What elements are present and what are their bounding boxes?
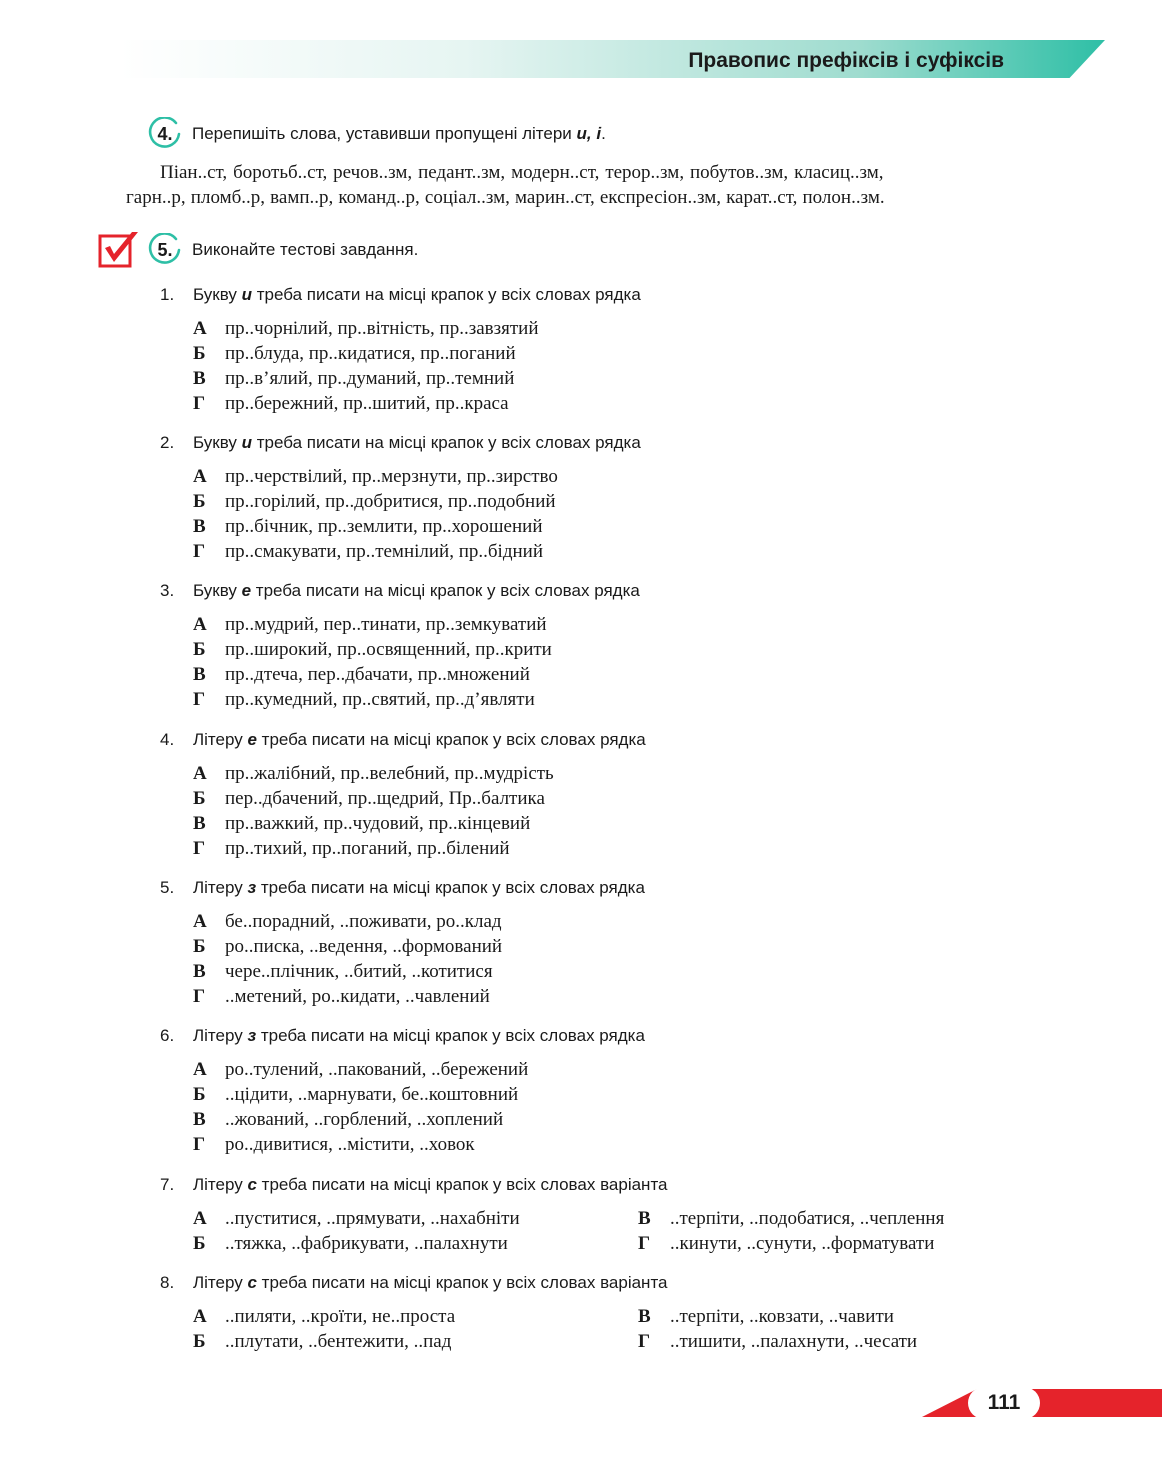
answer-option xyxy=(193,1082,1060,1107)
question-5 xyxy=(160,878,1060,1009)
question-text: Літеру xyxy=(193,1175,248,1194)
option-text: пр..дтеча, пер..дбачати, пр..множений xyxy=(225,664,530,685)
answer-option xyxy=(193,489,1060,514)
answer-option xyxy=(193,464,1060,489)
option-letter: А xyxy=(193,614,207,635)
answer-option xyxy=(193,637,1060,662)
question-letter: с xyxy=(247,1175,257,1194)
option-text: ..жований, ..горблений, ..хоплений xyxy=(225,1109,504,1130)
page-number: 111 xyxy=(987,1391,1021,1414)
question-text: Букву xyxy=(193,285,242,304)
option-letter: В xyxy=(193,664,206,685)
option-text: ..пиляти, ..кроїти, не..проста xyxy=(225,1306,456,1327)
task-4-line-2: гарн..р, пломб..р, вамп..р, команд..р, соціал..зм, марин..ст, експресіон..зм, карат..ст, полон..зм. xyxy=(126,187,885,208)
answer-options xyxy=(193,761,1060,861)
option-letter: Г xyxy=(193,1134,206,1155)
option-letter: Б xyxy=(193,491,206,512)
option-text: ..тишити, ..палахнути, ..чесати xyxy=(670,1331,918,1352)
option-text: ро..тулений, ..пакований, ..бережений xyxy=(225,1059,529,1080)
option-letter: В xyxy=(638,1306,651,1327)
answer-option xyxy=(193,786,1060,811)
answer-option xyxy=(193,909,1060,934)
option-text: пр..мудрий, пер..тинати, пр..земкуватий xyxy=(225,614,547,635)
option-text: пр..горілий, пр..добритися, пр..подобний xyxy=(225,491,556,512)
answer-option xyxy=(193,1057,1060,1082)
option-letter: В xyxy=(193,1109,206,1130)
page-number-bar xyxy=(1025,1389,1162,1417)
question-text-end: треба писати на місці крапок у всіх словах рядка xyxy=(251,581,640,600)
answer-option xyxy=(193,341,1060,366)
option-text: ..пуститися, ..прямувати, ..нахабніти xyxy=(225,1208,520,1229)
option-letter: Г xyxy=(193,838,206,859)
question-text: Літеру xyxy=(193,878,248,897)
option-letter: Б xyxy=(193,1331,206,1352)
question-4 xyxy=(160,730,1060,861)
option-text: пр..жалібний, пр..велебний, пр..мудрість xyxy=(225,763,554,784)
question-text-end: треба писати на місці крапок у всіх словах рядка xyxy=(252,285,641,304)
option-text: пр..чорнілий, пр..вітність, пр..завзятий xyxy=(225,318,539,339)
checkmark-icon xyxy=(98,230,140,270)
option-letter: В xyxy=(638,1208,651,1229)
option-text: ..плутати, ..бентежити, ..пад xyxy=(225,1331,452,1352)
answer-option xyxy=(193,959,1060,984)
option-letter: А xyxy=(193,1306,207,1327)
question-letter: с xyxy=(247,1273,257,1292)
answer-options xyxy=(193,612,1060,712)
option-letter: Б xyxy=(193,343,206,364)
question-number: 1. xyxy=(160,285,175,304)
option-letter: В xyxy=(193,961,206,982)
option-text: пр..в’ялий, пр..думаний, пр..темний xyxy=(225,368,515,389)
option-text: пр..блуда, пр..кидатися, пр..поганий xyxy=(225,343,516,364)
question-number: 8. xyxy=(160,1273,175,1292)
question-text-end: треба писати на місці крапок у всіх словах рядка xyxy=(256,730,646,749)
question-title xyxy=(160,581,1060,601)
task-5-number-badge xyxy=(148,233,182,267)
task-5-instruction: Виконайте тестові завдання. xyxy=(192,240,419,259)
answer-option xyxy=(638,1231,1038,1256)
option-letter: А xyxy=(193,1208,207,1229)
answer-option xyxy=(193,514,1060,539)
option-letter: Г xyxy=(193,689,206,710)
question-letter: е xyxy=(241,581,252,600)
option-text: бе..порадний, ..поживати, ро..клад xyxy=(225,911,502,932)
answer-option xyxy=(193,934,1060,959)
question-1 xyxy=(160,285,1060,416)
question-number: 7. xyxy=(160,1175,175,1194)
question-7 xyxy=(160,1175,1060,1256)
question-title xyxy=(160,1175,1060,1195)
question-title xyxy=(160,878,1060,898)
task-4-number: 4. xyxy=(157,124,173,144)
answer-option xyxy=(193,1231,638,1256)
answer-option xyxy=(638,1304,1038,1329)
question-text: Букву xyxy=(193,433,242,452)
option-letter: Г xyxy=(193,986,206,1007)
answer-option xyxy=(638,1329,1038,1354)
answer-option xyxy=(193,811,1060,836)
question-number: 2. xyxy=(160,433,175,452)
option-letter: Б xyxy=(193,639,206,660)
answer-option xyxy=(193,662,1060,687)
option-letter: А xyxy=(193,318,207,339)
answer-options xyxy=(193,1304,1060,1354)
answer-option xyxy=(193,612,1060,637)
question-text-end: треба писати на місці крапок у всіх словах рядка xyxy=(256,1026,645,1045)
answer-option xyxy=(638,1206,1038,1231)
question-title xyxy=(160,1273,1060,1293)
option-letter: Б xyxy=(193,1084,206,1105)
option-text: пр..тихий, пр..поганий, пр..білений xyxy=(225,838,510,859)
question-3 xyxy=(160,581,1060,712)
question-letter: и xyxy=(241,433,252,452)
answer-options xyxy=(193,909,1060,1009)
page-title: Правопис префіксів і суфіксів xyxy=(688,49,1004,72)
option-text: ..метений, ро..кидати, ..чавлений xyxy=(225,986,490,1007)
option-text: пр..кумедний, пр..святий, пр..д’являти xyxy=(225,689,535,710)
option-text: ..кинути, ..сунути, ..форматувати xyxy=(670,1233,935,1254)
option-letter: А xyxy=(193,1059,207,1080)
question-2 xyxy=(160,433,1060,564)
option-letter: А xyxy=(193,911,207,932)
option-letter: Г xyxy=(638,1233,651,1254)
question-letter: з xyxy=(247,878,257,897)
option-letter: А xyxy=(193,466,207,487)
answer-options xyxy=(193,1057,1060,1157)
answer-option xyxy=(193,1329,638,1354)
answer-options xyxy=(193,316,1060,416)
task-4-instruction-end: . xyxy=(601,124,606,143)
question-text: Букву xyxy=(193,581,242,600)
question-number: 3. xyxy=(160,581,175,600)
task-4-instruction xyxy=(192,124,606,144)
answer-option xyxy=(193,1206,638,1231)
answer-option xyxy=(193,687,1060,712)
question-letter: и xyxy=(241,285,252,304)
option-text: ..терпіти, ..подобатися, ..чеплення xyxy=(670,1208,945,1229)
answer-options xyxy=(193,1206,1060,1256)
question-text-end: треба писати на місці крапок у всіх словах варіанта xyxy=(256,1175,668,1194)
question-letter: з xyxy=(247,1026,257,1045)
question-text-end: треба писати на місці крапок у всіх словах рядка xyxy=(252,433,641,452)
task-4-words xyxy=(126,160,1006,210)
question-8 xyxy=(160,1273,1060,1354)
answer-option xyxy=(193,1107,1060,1132)
task-4-letters: и, і xyxy=(576,124,602,143)
question-title xyxy=(160,433,1060,453)
answer-option xyxy=(193,539,1060,564)
answer-option xyxy=(193,391,1060,416)
answer-option xyxy=(193,366,1060,391)
task-4-line-1: Піан..ст, боротьб..ст, речов..зм, педант..зм, модерн..ст, терор..зм, побутов..зм, класиц..зм, xyxy=(160,162,884,183)
option-text: пр..важкий, пр..чудовий, пр..кінцевий xyxy=(225,813,531,834)
option-letter: Г xyxy=(193,541,206,562)
option-text: ро..писка, ..ведення, ..формований xyxy=(225,936,503,957)
option-text: чере..плічник, ..битий, ..котитися xyxy=(225,961,493,982)
option-text: пр..бережний, пр..шитий, пр..краса xyxy=(225,393,509,414)
option-text: пр..черствілий, пр..мерзнути, пр..зирство xyxy=(225,466,558,487)
option-letter: Б xyxy=(193,936,206,957)
option-letter: Б xyxy=(193,788,206,809)
question-text: Літеру xyxy=(193,1026,248,1045)
option-text: пр..смакувати, пр..темнілий, пр..бідний xyxy=(225,541,543,562)
task-4-number-badge xyxy=(148,117,182,151)
answer-option xyxy=(193,761,1060,786)
answer-option xyxy=(193,836,1060,861)
option-text: пр..бічник, пр..землити, пр..хорошений xyxy=(225,516,543,537)
question-title xyxy=(160,285,1060,305)
question-title xyxy=(160,1026,1060,1046)
answer-option xyxy=(193,984,1060,1009)
option-text: ..терпіти, ..ковзати, ..чавити xyxy=(670,1306,894,1327)
answer-option xyxy=(193,316,1060,341)
option-letter: Г xyxy=(193,393,206,414)
option-letter: В xyxy=(193,368,206,389)
answer-option xyxy=(193,1304,638,1329)
question-text-end: треба писати на місці крапок у всіх словах рядка xyxy=(256,878,645,897)
option-text: ро..дивитися, ..містити, ..ховок xyxy=(225,1134,475,1155)
question-number: 6. xyxy=(160,1026,175,1045)
question-6 xyxy=(160,1026,1060,1157)
task-5-number: 5. xyxy=(157,240,173,260)
option-letter: В xyxy=(193,813,206,834)
question-text: Літеру xyxy=(193,730,248,749)
question-text: Літеру xyxy=(193,1273,248,1292)
question-title xyxy=(160,730,1060,750)
question-number: 4. xyxy=(160,730,175,749)
option-text: пер..дбачений, пр..щедрий, Пр..балтика xyxy=(225,788,545,809)
question-text-end: треба писати на місці крапок у всіх словах варіанта xyxy=(256,1273,668,1292)
answer-options xyxy=(193,464,1060,564)
option-text: ..тяжка, ..фабрикувати, ..палахнути xyxy=(225,1233,508,1254)
option-letter: Г xyxy=(638,1331,651,1352)
answer-option xyxy=(193,1132,1060,1157)
question-number: 5. xyxy=(160,878,175,897)
option-text: пр..широкий, пр..освященний, пр..крити xyxy=(225,639,552,660)
option-letter: Б xyxy=(193,1233,206,1254)
task-4-instruction-text: Перепишіть слова, уставивши пропущені літери xyxy=(192,124,577,143)
option-letter: А xyxy=(193,763,207,784)
question-letter: е xyxy=(247,730,257,749)
option-letter: В xyxy=(193,516,206,537)
option-text: ..цідити, ..марнувати, бе..коштовний xyxy=(225,1084,519,1105)
